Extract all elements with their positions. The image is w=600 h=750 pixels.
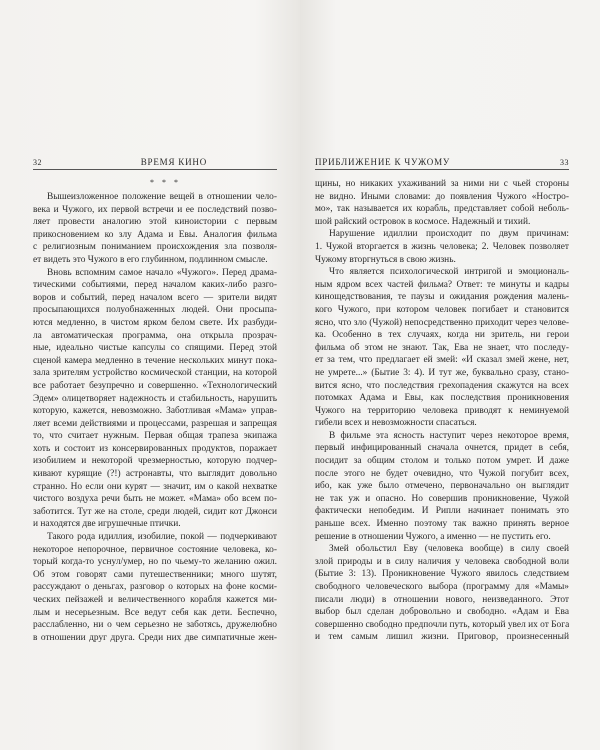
- text-line: Вновь вспомним самое начало «Чужого». Перед драма-: [47, 267, 277, 278]
- text-line: 1. Чужой вторгается в жизнь человека; 2. Человек позволяет: [315, 241, 569, 252]
- text-line: заботится. Тут же на столе, среди людей, сидит кот Джонси: [33, 506, 277, 517]
- text-line: потомках Адама и Евы, как последствия проникновения: [315, 393, 569, 404]
- text-line: совершенно свободно предпочли путь, который увел их от Бога: [315, 619, 569, 630]
- text-line: ет за тем, что предлагает ей змей: «И сказал змей жене, нет,: [315, 355, 569, 366]
- text-line: зала зрителям устройство космической станции, на которой: [33, 368, 277, 379]
- text-line: в отношении друг друга. Среди них две симпатичные жен-: [33, 632, 277, 643]
- text-line: кинощедствования, те паузы и ожидания рождения малень-: [315, 292, 569, 303]
- right-page: [300, 0, 600, 750]
- text-line: то, что считает нужным. Первая общая трапеза экипажа: [33, 431, 277, 442]
- text-line: чистого воздуха речи быть не может. «Мама» обо всем по-: [33, 494, 277, 505]
- text-line: и находятся две игрушечные птички.: [33, 519, 181, 530]
- text-line: века и Чужого, их первой встречи и ее последствий позво-: [33, 204, 277, 215]
- text-line: просыпающихся полуобнаженных людей. Они просыпа-: [33, 305, 277, 316]
- text-line: гибели всех и невозможности спасаться.: [315, 418, 477, 429]
- text-line: хоть и состоит из консервированных продуктов, поражает: [33, 443, 277, 454]
- text-line: Нарушение идиллии происходит по двум причинам:: [329, 229, 569, 240]
- text-line: ка. Особенно в тех случаях, когда ни зритель, ни герои: [315, 330, 569, 341]
- text-line: фактически непобедим. И Рипли начинает понимать это: [315, 506, 569, 517]
- text-line: посидит за общим столом и только потом умрет. И даже: [315, 456, 569, 467]
- text-line: ются медленно, в чистом ярком белом свете. Их разбуди-: [33, 317, 277, 328]
- text-line: кого Чужого, при котором человек погибает и становится: [315, 304, 569, 315]
- text-line: раньше всех. Именно поэтому так важно принять верное: [315, 519, 569, 530]
- text-line: ибо, как уже было отмечено, первоначально он выглядит: [315, 481, 569, 492]
- text-line: ясно, что зло (Чужой) непосредственно приходит через челове-: [315, 317, 569, 328]
- text-line: прикосновением ко злу Адама и Евы. Аналогия фильма: [33, 229, 277, 240]
- text-line: щины, но никаких ухаживаний за ними ни с чьей стороны: [315, 179, 569, 189]
- text-line: ет видеть это Чужого в его глубинном, подлинном смысле.: [33, 254, 268, 265]
- text-line: фильма об этом не знают. Так, Ева не знает, что последу-: [315, 342, 569, 353]
- text-line: с религиозным пониманием происхождения зла позволя-: [33, 242, 277, 253]
- text-line: Чужого на территорию человека приводят к неминуемой: [315, 405, 569, 416]
- left-text-block: [33, 191, 277, 644]
- text-line: торый когда-то уснул/умер, но по чьему-то желанию ожил.: [33, 557, 277, 568]
- text-line: странно. Но если они курят — значит, им о какой нехватке: [33, 481, 277, 492]
- text-line: злой природы и в силу наличия у человека свободной воли: [315, 556, 569, 567]
- text-line: Змей обольстил Еву (человека вообще) в силу своей: [329, 544, 569, 555]
- text-line: вится ясно, что последствия грехопадения скажутся на всех: [315, 380, 569, 391]
- text-line: лым и несерьезным. Все ведут себя как дети. Беспечно,: [33, 607, 277, 618]
- text-line: писали люди) в отношении нового, неизведанного. Этот: [315, 594, 569, 605]
- text-line: решение в отношении Чужого, а именно — не пустить его.: [315, 531, 551, 542]
- running-title: ПРИБЛИЖЕНИЕ К ЧУЖОМУ: [315, 157, 451, 167]
- text-line: кивают курящие (?!) астронавты, что выглядит довольно: [33, 469, 277, 480]
- right-page-header: [315, 155, 569, 170]
- text-line: и тем самым лишил жизни. Приговор, произнесенный: [315, 632, 569, 643]
- text-line: рассуждают о деньгах, разговор о которых на фоне косми-: [33, 582, 277, 593]
- text-line: В фильме эта ясность наступит через некоторое время,: [329, 430, 569, 441]
- text-line: сценой камера медленно в течение нескольких минут пока-: [33, 355, 277, 366]
- left-page-header: [33, 155, 277, 170]
- text-line: мо», так называется их корабль, представляет собой неболь-: [315, 204, 569, 215]
- text-line: ные, идеально чистые капсулы со спящими. Перед этой: [33, 343, 277, 354]
- text-line: ляет провести аналогию этой киноистории с первым: [33, 217, 277, 228]
- text-line: ным ядром всех частей фильма? Ответ: те минуты и кадры: [315, 279, 569, 290]
- text-line: не видно. Иными словами: до появления Чужого «Ностро-: [315, 191, 569, 202]
- text-line: (Бытие 3: 13). Проникновение Чужого явилось следствием: [315, 569, 569, 580]
- text-line: Чужому вторгнуться в свою жизнь.: [315, 254, 456, 265]
- text-line: шой райский островок в космосе. Надежный и тихий.: [315, 216, 531, 227]
- text-line: Вышеизложенное положение вещей в отношении чело-: [47, 192, 277, 202]
- text-line: расслабленно, ни о чем серьезно не заботясь, дружелюбно: [33, 620, 277, 631]
- text-line: воров и событий, перед началом всего — зрители видят: [33, 292, 277, 303]
- text-line: Об этом говорят сами путешественники; много шутят,: [33, 569, 277, 580]
- running-title: ВРЕМЯ КИНО: [140, 157, 207, 167]
- text-line: ческих пейзажей и величественного корабля кажется ми-: [33, 595, 277, 605]
- text-line: все работает безупречно и совершенно. «Технологический: [33, 380, 277, 391]
- text-line: свободного человеческого выбора (программу для «Мамы»: [315, 582, 569, 592]
- text-line: выбор был сделан добровольно и свободно. «Адам и Ева: [315, 607, 569, 618]
- page-number: 33: [560, 158, 569, 167]
- text-line: не умрете...» (Бытие 3: 4). И тут же, буквально сразу, стано-: [315, 367, 569, 378]
- text-line: Эдем» олицетворяет надежность и стабильность, нарушить: [33, 393, 277, 404]
- text-line: ляет всеми действиями и процессами, разрешая и запрещая: [33, 418, 277, 429]
- text-line: после этого не будет очевидно, что Чужой погубит всех,: [315, 468, 569, 479]
- text-line: тическими событиями, перед началом каких-либо разго-: [33, 280, 277, 291]
- text-line: которую, кажется, невозможно. Заботливая «Мама» управ-: [33, 406, 277, 417]
- right-text-block: [315, 178, 569, 644]
- text-line: некоторое непорочное, первичное состояние человека, ко-: [33, 544, 277, 555]
- text-line: Такого рода идиллия, изобилие, покой — подчеркивают: [47, 532, 277, 543]
- section-break-stars: * * *: [150, 178, 181, 187]
- text-line: первый инфицированный сначала очнется, придет в себя,: [315, 443, 569, 454]
- text-line: изобилием и некоторой чрезмерностью, которую подчер-: [33, 456, 277, 467]
- text-line: не так уж и опасно. Но совершив проникновение, Чужой: [315, 493, 569, 504]
- text-line: ла автоматическая программа, она открыла прозрач-: [33, 330, 277, 341]
- text-line: Что является психологической интригой и эмоциональ-: [329, 267, 569, 278]
- page-number: 32: [33, 158, 42, 167]
